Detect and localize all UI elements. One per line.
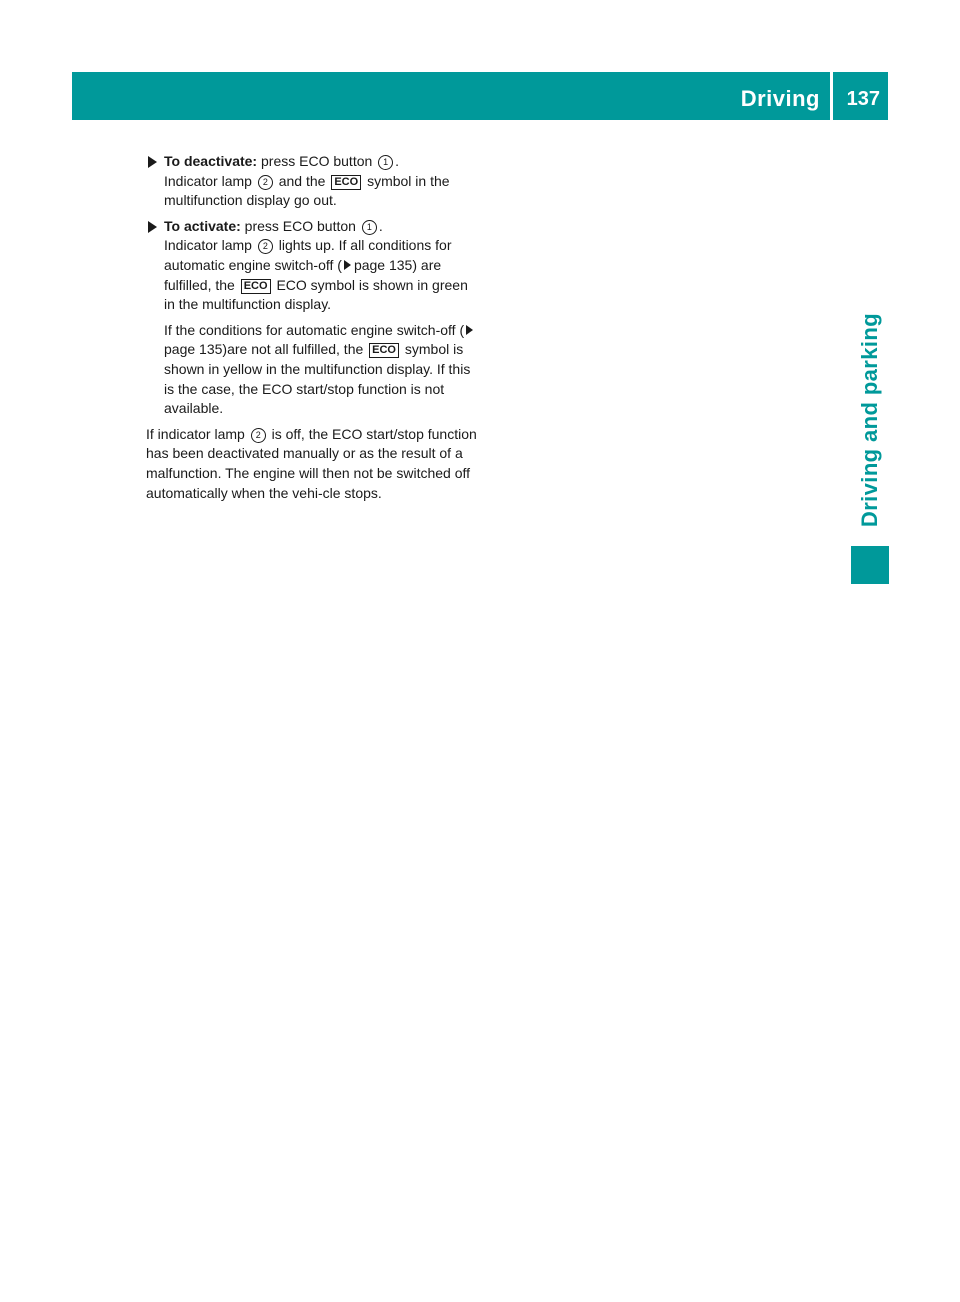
step-deactivate [146, 152, 482, 211]
text-run: symbol is shown in yellow in the multifunction display. If this is the case, the ECO start/stop function is not available. [164, 341, 471, 417]
callout-number-icon: 2 [251, 428, 266, 443]
eco-symbol-icon: ECO [369, 343, 399, 358]
page-ref-arrow-icon [466, 325, 473, 335]
page-reference-link[interactable]: page 135 [353, 256, 413, 273]
side-tab-label: Driving and parking [857, 312, 882, 528]
text-run: Indicator lamp [164, 237, 252, 254]
callout-number-icon: 2 [258, 239, 273, 254]
callout-number-icon: 1 [378, 155, 393, 170]
eco-symbol-icon: ECO [331, 175, 361, 190]
text-run: press ECO button [261, 153, 373, 169]
page-reference-link[interactable]: page 135 [164, 341, 223, 358]
text-run: ) are fulfilled, the [164, 256, 442, 293]
page-ref-arrow-icon [344, 260, 351, 270]
step-activate-text [164, 217, 482, 315]
text-run: If indicator lamp [146, 425, 245, 442]
side-tab-marker [851, 546, 889, 584]
callout-number-icon: 1 [362, 220, 377, 235]
text-run: lights up. If all conditions for automatic engine switch-off ( [164, 237, 452, 273]
section-title: Driving [740, 86, 820, 111]
text-run: press ECO button [244, 217, 356, 234]
eco-symbol-icon: ECO [241, 279, 271, 294]
text-run: )are not all fulfilled, the [222, 341, 364, 358]
text-run: ECO symbol is shown in green in the multifunction display. [164, 276, 468, 313]
header-bar [72, 72, 888, 120]
step-activate-condition [164, 321, 482, 419]
text-run: symbol in the multifunction display go out. [164, 172, 450, 209]
text-run: . [395, 153, 400, 169]
indicator-note [146, 425, 482, 503]
triangle-right-icon [148, 156, 157, 168]
text-run: is off, the ECO start/stop function has been deactivated manually or as the result of a malfunction. The engine will then not be switched off automatically when the vehi-cle stops. [146, 425, 477, 501]
text-run: and the [278, 172, 326, 189]
triangle-right-icon [148, 221, 157, 233]
step-lead: To activate: [164, 217, 241, 234]
page-content [146, 152, 482, 503]
header-divider [830, 72, 833, 120]
text-run: If the conditions for automatic engine switch-off ( [164, 321, 465, 338]
text-run: . [378, 217, 383, 234]
text-run: Indicator lamp [164, 172, 252, 189]
step-deactivate-text [164, 152, 482, 211]
page-number: 137 [846, 88, 880, 110]
step-lead: To deactivate: [164, 153, 258, 169]
callout-number-icon: 2 [258, 175, 273, 190]
step-activate [146, 217, 482, 419]
